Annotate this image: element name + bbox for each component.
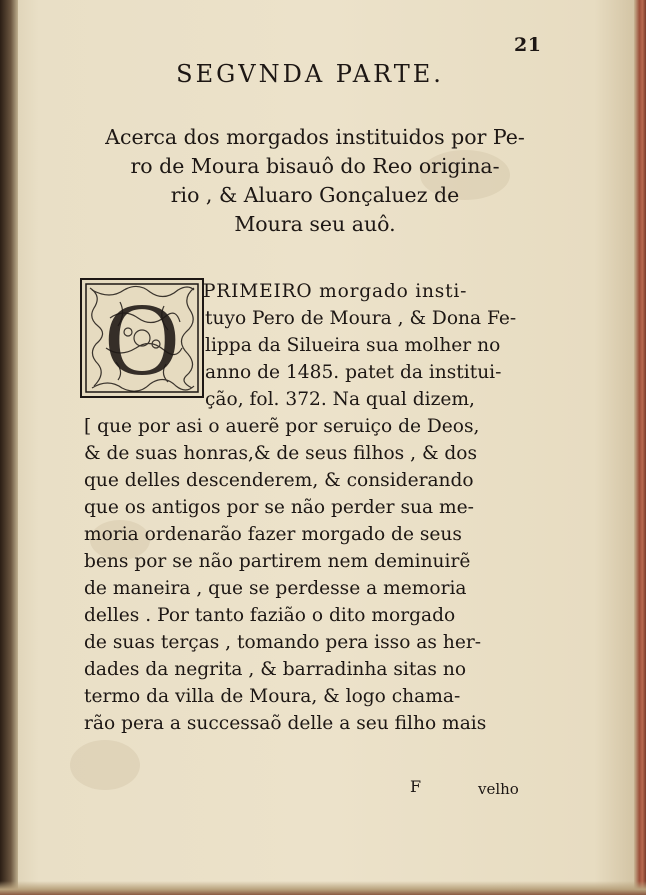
heading-line: Acerca dos morgados instituidos por Pe- bbox=[105, 125, 525, 149]
signature-mark: F bbox=[410, 777, 422, 796]
text-line: rão pera a successaõ delle a seu filho mais bbox=[84, 713, 487, 734]
paper-stain bbox=[70, 740, 140, 790]
ornamental-frame-icon bbox=[80, 278, 204, 398]
catchword: velho bbox=[478, 780, 519, 798]
heading-line: ro de Moura bisauô do Reo origina- bbox=[130, 154, 500, 178]
text-line: que delles descenderem, & considerando bbox=[84, 470, 474, 491]
page-number: 21 bbox=[514, 34, 542, 56]
text-line: PRIMEIRO morgado insti- bbox=[203, 281, 468, 302]
text-line: ção, fol. 372. Na qual dizem, bbox=[205, 389, 475, 410]
text-line: bens por se não partirem nem deminuirẽ bbox=[84, 551, 471, 572]
text-line: tuyo Pero de Moura , & Dona Fe- bbox=[205, 308, 517, 329]
text-line: lippa da Silueira sua molher no bbox=[205, 335, 501, 356]
text-line: moria ordenarão fazer morgado de seus bbox=[84, 524, 462, 545]
running-head: SEGVNDA PARTE. bbox=[176, 60, 444, 88]
bottom-edge bbox=[0, 881, 646, 895]
text-line: [ que por asi o auerẽ por seruiço de Deos, bbox=[84, 416, 480, 437]
text-line: & de suas honras,& de seus filhos , & dos bbox=[84, 443, 478, 464]
drop-cap-letter: O bbox=[104, 282, 180, 397]
text-line: de maneira , que se perdesse a memoria bbox=[84, 578, 467, 599]
text-line: de suas terças , tomando pera isso as her- bbox=[84, 632, 481, 653]
text-line: que os antigos por se não perder sua me- bbox=[84, 497, 474, 518]
decorated-initial bbox=[80, 278, 204, 398]
heading-line: Moura seu auô. bbox=[234, 212, 396, 236]
text-line: delles . Por tanto fazião o dito morgado bbox=[84, 605, 456, 626]
book-binding bbox=[0, 0, 18, 895]
chapter-heading bbox=[70, 123, 560, 239]
fore-edge bbox=[634, 0, 646, 895]
text-line: dades da negrita , & barradinha sitas no bbox=[84, 659, 467, 680]
text-line: termo da villa de Moura, & logo chama- bbox=[84, 686, 461, 707]
heading-line: rio , & Aluaro Gonçaluez de bbox=[170, 183, 460, 207]
text-line: anno de 1485. patet da institui- bbox=[205, 362, 502, 383]
